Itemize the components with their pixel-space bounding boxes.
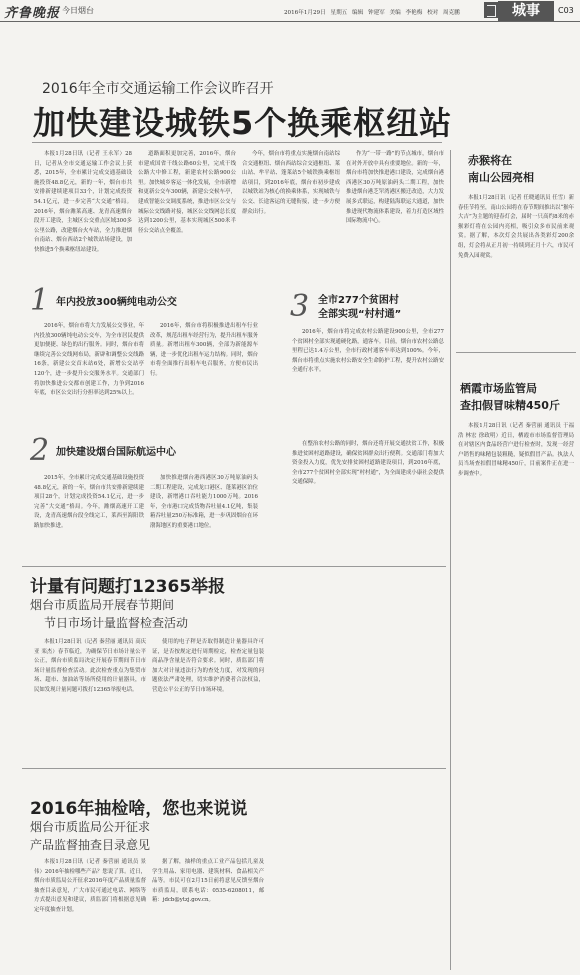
- subsection-3-number: 3: [290, 289, 310, 324]
- page-corner-icon: [484, 2, 498, 18]
- masthead: [0, 0, 580, 22]
- page-headline: 加快建设城铁5个换乘枢纽站: [33, 104, 453, 142]
- lead-column-1: 本报1月28日讯（记者 王永军）28日，记者从全市交通运输工作会议上获悉，2015年，全市累计完成交通基础设施投资48.8亿元，新的一年，烟台市共安排新建续建项目33个，计划完成投资54.1亿元，进一步完善“大交通”格局。2016年，烟台潍莱高速、龙青高速烟台段开工建设，主城区公交重点区域300多公里公路，改建烟台火车站，全力推进烟台南站、烟台西站2个城铁站场建设，加快推进5个换乘枢纽站建设。: [34, 151, 132, 253]
- subsection-2-number: 2: [30, 433, 50, 468]
- story-2-title: 2016年抽检啥，您也来说说: [30, 799, 248, 819]
- subsection-1-text-2: 2016年，烟台市将积极推进出租车行业改革，规范出租车经营行为，提升出租车服务质量。新增出租车300辆，全部为新能源车辆，进一步优化出租车运力结构。同时，烟台市将全面推行出租车电召服务，方便市民出行。: [150, 323, 258, 377]
- subsection-1-text-1: 2016年，烟台市将大力发展公交事业，年内投放300辆纯电动公交车，为全市居民提供更加便捷、绿色的出行服务。同时，烟台市将继续完善公交线网布局，新辟和调整公交线路16条，新建公交首末站6处，新增公交站亭120个，进一步提升公交服务水平。交通部门将加快推进公交都市创建工作，力争到2016年底，市区公交出行分担率达到25%以上。: [34, 323, 144, 397]
- story-2-deck-1: 烟台市质监局公开征求: [30, 820, 151, 834]
- story-1-top-rule: [22, 566, 446, 567]
- subsection-1-title: 年内投放300辆纯电动公交: [56, 297, 177, 308]
- subsection-3-title: 全市277个贫困村 全部实现“村村通”: [318, 295, 402, 320]
- subsection-2-title: 加快建设烟台国际航运中心: [56, 447, 176, 458]
- lead-column-4: 作为“一带一路”的节点城市，烟台市在对外开放中具有重要地位。新的一年，烟台市将加快推进港口建设，完成烟台港西港区30万吨原油码头二期工程，加快推进烟台港芝罘湾港区搬迁改造，大力发展多式联运，构建陆海联运大通道，加快推进现代物流体系建设，着力打造区域性国际物流中心。: [346, 151, 444, 225]
- subsection-2-text-2: 加快推进烟台港西港区30万吨原油码头二期工程建设，完成龙口港区、蓬莱港区泊位建设，新增港口吞吐能力1000万吨。2016年，全市港口完成货物吞吐量4.1亿吨，集装箱吞吐量250万标准箱，进一步巩固烟台在环渤海地区的重要港口地位。: [150, 475, 258, 529]
- right-divider: [456, 352, 576, 353]
- column-rule: [450, 150, 451, 970]
- right-story-2-title: 栖霞市场监管局 查扣假冒味精450斤: [460, 382, 560, 412]
- story-2-top-rule: [22, 768, 446, 769]
- story-1-text-1: 本报1月28日讯（记者 秦营丽 通讯员 高庆亚 栾杰）春节临近，为确保节日市场计量公平公正，烟台市质监局决定开展春节期间节日市场计量监督检查活动。此次检查重点为集贸市场、超市、加油站等场所使用的计量器具，市民如发现计量问题可拨打12365举报电话。: [34, 639, 146, 693]
- right-story-1-title: 赤猴将在 南山公园亮相: [468, 154, 534, 184]
- headline-divider: [32, 142, 442, 143]
- story-1-text-2: 使用的电子秤是否取得制造计量器具许可证，是否按规定进行周期检定，检查定量包装商品净含量是否符合要求。同时，质监部门将加大对计量违法行为的查处力度，对发现的问题依法严肃处理，切实维护消费者合法权益，营造公平公正的节日市场环境。: [152, 639, 264, 693]
- subsection-3-text-1: 2016年，烟台市将完成农村公路建设900公里，全市277个贫困村全部实现通硬化路，通客车。目前，烟台市农村公路总里程已达1.4万公里，全市行政村通客车率达到100%。今年，烟台市将重点实施农村公路安全生命防护工程，提升农村公路安全通行水平。: [292, 329, 444, 374]
- subsection-1-number: 1: [30, 283, 50, 318]
- story-1-deck-2: 节日市场计量监督检查活动: [44, 616, 189, 630]
- issue-meta: 2016年1月29日 星期五 编辑 钟建军 美编 李艳梅 校对 周克鹏: [284, 10, 460, 16]
- story-2-text-1: 本报1月28日讯（记者 秦营丽 通讯员 景伟）2016年抽检哪些产品？您说了算。近日，烟台市质监局公开征求2016年度产品质量监督抽查目录意见，广大市民可通过电话、网络等方式提出意见和建议，质监部门将根据意见确定年度抽查计划。: [34, 859, 146, 913]
- story-1-deck-1: 烟台市质监局开展春节期间: [30, 598, 175, 612]
- right-story-2-text: 本报1月28日讯（记者 秦营丽 通讯员 于福浩 林宏 徐政明）近日，栖霞市市场监督管理局在对辖区内食品经营户进行检查时，发现一经营户销售的味精包装粗糙，疑似假冒产品。执法人员当场查扣假冒味精450斤，目前案件正在进一步调查中。: [458, 423, 574, 477]
- section-label: 城事: [498, 1, 554, 21]
- newspaper-logo: 齐鲁晚报: [4, 6, 61, 21]
- lead-column-3: 今年，烟台市将重点实施烟台南站综合交通枢纽、烟台西站综合交通枢纽、莱山站、牟平站、蓬莱站5个城铁换乘枢纽站项目，到2016年底，烟台市初步建成以城铁站为核心的换乘体系，实现城铁与公交、长途客运的无缝衔接，进一步方便群众出行。: [242, 151, 340, 215]
- page-number: C03: [558, 6, 574, 15]
- story-1-title: 计量有问题打12365举报: [30, 577, 226, 597]
- subsection-3-text-2: 在整治农村公路的同时，烟台还将开展交通扶贫工作，积极推进贫困村道路建设，确保贫困群众出行便利。交通部门将加大资金投入力度，优先安排贫困村道路建设项目，到2016年底，全市277个贫困村全部实现“村村通”，为全面建成小康社会提供交通保障。: [292, 441, 444, 486]
- section-tag: 今日烟台: [62, 6, 94, 15]
- story-2-deck-2: 产品监督抽查目录意见: [30, 838, 151, 852]
- story-2-text-2: 据了解，抽样的重点工业产品包括儿童及学生用品、家用电器、建筑材料、食品相关产品等。市民可在2月15日前将意见反馈至烟台市质监局，联系电话：0535-6208011，邮箱：jdcb@ytzj.gov.cn。: [152, 859, 264, 904]
- lead-column-2: 道路面积更加完善，2016年，烟台市建成国省干线公路60公里，完成干线公路大中修工程，新建农村公路900公里。加快城乡客运一体化发展，全市新增和更新公交车300辆，新建公交候车亭，建成智能公交调度系统，推进市区公交与城际公交线路对接，城区公交线网总长度达到1200公里，基本实现城区500米半径公交站点全覆盖。: [138, 151, 236, 234]
- right-story-1-text: 本报1月28日讯（记者 任晓通讯员 任雪）新春佳节将至，南山公园将在春节期间推出以“猴年大吉”为主题的迎春灯会，届时一只高约8米的赤猴彩灯将在公园内亮相，吸引众多市民前来观赏。据了解，本次灯会共展出各类彩灯200余组，灯会将从正月初一持续到正月十六，市民可免费入园观赏。: [458, 195, 574, 259]
- subsection-2-text-1: 2015年，全市累计完成交通基础设施投资48.8亿元，新的一年，烟台市共安排新建续建项目28个，计划完成投资54.1亿元，进一步完善“大交通”格局。今年，潍烟高速开工建设，龙青高速烟台段全线完工，莱西至海阳铁路加快推进。: [34, 475, 144, 529]
- headline-kicker: 2016年全市交通运输工作会议昨召开: [42, 81, 274, 97]
